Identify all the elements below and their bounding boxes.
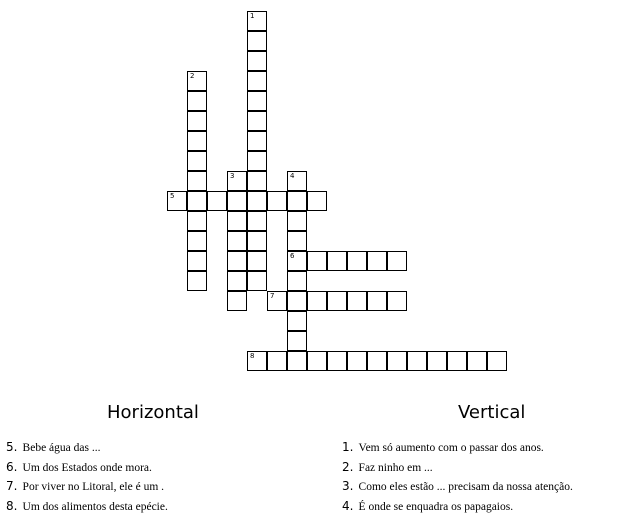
grid-cell[interactable]	[247, 31, 267, 51]
grid-cell[interactable]	[227, 211, 247, 231]
grid-cell[interactable]	[247, 11, 267, 31]
grid-cell[interactable]	[467, 351, 487, 371]
clue-text: É onde se enquadra os papagaios.	[358, 500, 514, 513]
grid-cell[interactable]	[367, 251, 387, 271]
grid-cell[interactable]	[247, 171, 267, 191]
grid-cell[interactable]	[187, 91, 207, 111]
grid-cell[interactable]	[307, 351, 327, 371]
grid-cell[interactable]	[247, 351, 267, 371]
clue-number-label: 1	[250, 12, 255, 20]
grid-cell[interactable]	[307, 251, 327, 271]
clue-text: Um dos alimentos desta epécie.	[22, 500, 168, 513]
grid-cell[interactable]	[247, 151, 267, 171]
grid-cell[interactable]	[367, 291, 387, 311]
grid-cell[interactable]	[247, 231, 267, 251]
grid-cell[interactable]	[247, 271, 267, 291]
grid-cell[interactable]	[167, 191, 187, 211]
grid-cell[interactable]	[207, 191, 227, 211]
clue-number: 2.	[342, 459, 354, 474]
grid-cell[interactable]	[387, 251, 407, 271]
clue-text: Vem só aumento com o passar dos anos.	[358, 442, 544, 454]
grid-cell[interactable]	[247, 131, 267, 151]
grid-cell[interactable]	[247, 91, 267, 111]
clue-number: 7.	[6, 479, 18, 493]
grid-cell[interactable]	[427, 351, 447, 371]
grid-cell[interactable]	[187, 271, 207, 291]
grid-cell[interactable]	[487, 351, 507, 371]
grid-cell[interactable]	[267, 291, 287, 311]
grid-cell[interactable]	[287, 231, 307, 251]
grid-cell[interactable]	[407, 351, 427, 371]
clue-text: Como eles estão ... precisam da nossa atenção.	[358, 481, 573, 493]
grid-cell[interactable]	[247, 251, 267, 271]
clue-down-1	[342, 436, 573, 456]
clue-text: Um dos Estados onde mora.	[22, 461, 152, 474]
clue-number: 3.	[342, 479, 354, 493]
grid-cell[interactable]	[287, 331, 307, 351]
clue-number-label: 7	[270, 292, 275, 300]
horizontal-heading: Horizontal	[107, 402, 199, 423]
clue-text: Faz ninho em ...	[358, 461, 433, 474]
clue-number-label: 5	[170, 192, 175, 200]
grid-cell[interactable]	[187, 171, 207, 191]
grid-cell[interactable]	[327, 351, 347, 371]
clue-number: 1.	[342, 440, 354, 454]
grid-cell[interactable]	[227, 251, 247, 271]
clue-down-2	[342, 456, 573, 476]
grid-cell[interactable]	[227, 291, 247, 311]
clue-number-label: 4	[290, 172, 295, 180]
grid-cell[interactable]	[327, 251, 347, 271]
vertical-clue-list	[342, 436, 573, 514]
clue-down-4	[342, 495, 573, 515]
grid-cell[interactable]	[287, 291, 307, 311]
grid-cell[interactable]	[267, 351, 287, 371]
grid-cell[interactable]	[247, 191, 267, 211]
grid-cell[interactable]	[347, 291, 367, 311]
grid-cell[interactable]	[367, 351, 387, 371]
grid-cell[interactable]	[307, 191, 327, 211]
clue-number-label: 2	[190, 72, 195, 80]
grid-cell[interactable]	[247, 71, 267, 91]
grid-cell[interactable]	[227, 171, 247, 191]
grid-cell[interactable]	[267, 191, 287, 211]
grid-cell[interactable]	[227, 271, 247, 291]
clue-number: 6.	[6, 459, 18, 474]
grid-cell[interactable]	[187, 151, 207, 171]
clue-number: 5.	[6, 440, 18, 454]
grid-cell[interactable]	[387, 291, 407, 311]
grid-cell[interactable]	[347, 251, 367, 271]
grid-cell[interactable]	[187, 71, 207, 91]
grid-cell[interactable]	[227, 191, 247, 211]
clue-down-3	[342, 475, 573, 495]
grid-cell[interactable]	[247, 111, 267, 131]
grid-cell[interactable]	[247, 211, 267, 231]
clue-number-label: 8	[250, 352, 255, 360]
clue-across-6	[6, 456, 168, 476]
grid-cell[interactable]	[327, 291, 347, 311]
grid-cell[interactable]	[187, 231, 207, 251]
grid-cell[interactable]	[187, 111, 207, 131]
clue-number-label: 3	[230, 172, 235, 180]
grid-cell[interactable]	[287, 271, 307, 291]
grid-cell[interactable]	[347, 351, 367, 371]
horizontal-clue-list	[6, 436, 168, 514]
grid-cell[interactable]	[187, 251, 207, 271]
grid-cell[interactable]	[247, 51, 267, 71]
clue-text: Bebe água das ...	[22, 442, 101, 454]
grid-cell[interactable]	[447, 351, 467, 371]
grid-cell[interactable]	[307, 291, 327, 311]
clue-number-label: 6	[290, 252, 295, 260]
clue-number: 4.	[342, 498, 354, 513]
clue-across-8	[6, 495, 168, 515]
grid-cell[interactable]	[187, 131, 207, 151]
grid-cell[interactable]	[187, 211, 207, 231]
grid-cell[interactable]	[387, 351, 407, 371]
grid-cell[interactable]	[287, 211, 307, 231]
clue-across-5	[6, 436, 168, 456]
grid-cell[interactable]	[287, 251, 307, 271]
grid-cell[interactable]	[187, 191, 207, 211]
clue-text: Por viver no Litoral, ele é um .	[22, 481, 165, 493]
grid-cell[interactable]	[287, 191, 307, 211]
grid-cell[interactable]	[287, 171, 307, 191]
clue-across-7	[6, 475, 168, 495]
grid-cell[interactable]	[287, 351, 307, 371]
grid-cell[interactable]	[287, 311, 307, 331]
clue-number: 8.	[6, 498, 18, 513]
grid-cell[interactable]	[227, 231, 247, 251]
vertical-heading: Vertical	[458, 402, 526, 423]
